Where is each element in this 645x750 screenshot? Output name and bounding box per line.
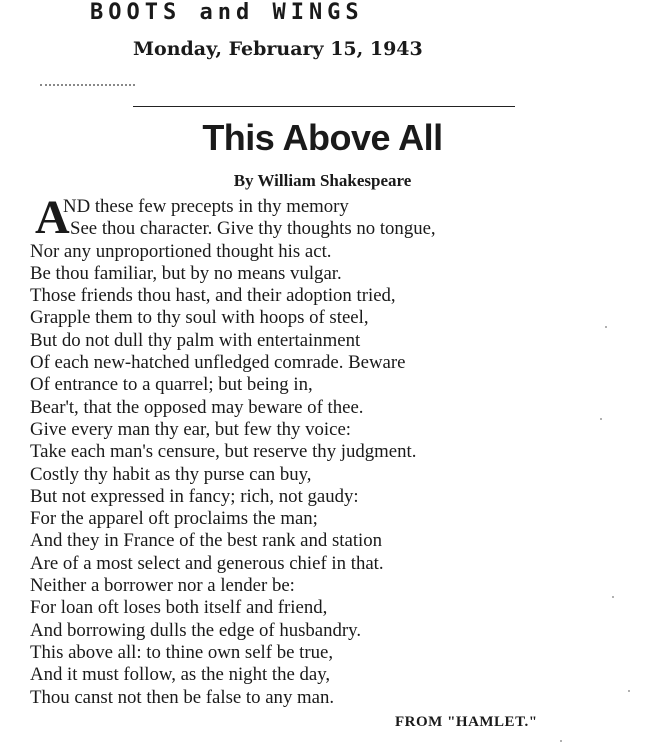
poem-line: See thou character. Give thy thoughts no tongue, [70,218,436,240]
poem-line: Give every man thy ear, but few thy voice: [30,418,352,440]
poem-line: But do not dull thy palm with entertainment [30,329,361,351]
poem-line: Neither a borrower nor a lender be: [30,575,295,597]
poem-line: Bear't, that the opposed may beware of thee. [30,396,364,418]
poem-line: Of entrance to a quarrel; but being in, [30,374,313,396]
poem-line: Costly thy habit as thy purse can buy, [30,463,312,485]
print-speck [612,596,614,598]
print-smudge [40,84,135,89]
poem-line: Those friends thou hast, and their adoption tried, [30,285,396,307]
poem-line: Be thou familiar, but by no means vulgar. [30,262,342,284]
print-speck [628,690,630,692]
poem-line: But not expressed in fancy; rich, not gaudy: [30,485,359,507]
poem-line: Are of a most select and generous chief in that. [30,552,384,574]
print-speck [560,740,562,742]
poem-line: For the apparel oft proclaims the man; [30,508,318,530]
print-speck [600,418,602,420]
poem-line: And they in France of the best rank and station [30,530,383,552]
newsletter-masthead: BOOTS and WINGS [90,0,364,25]
drop-cap: A [35,191,70,244]
poem-body [30,191,610,709]
print-speck [605,326,607,328]
poem-line: Of each new-hatched unfledged comrade. Beware [30,352,406,374]
poem-line: Nor any unproportioned thought his act. [30,240,332,262]
poem-line: Take each man's censure, but reserve thy judgment. [30,441,417,463]
poem-line: And it must follow, as the night the day, [30,664,331,686]
poem-line: And borrowing dulls the edge of husbandry. [30,619,362,641]
poem-byline: By William Shakespeare [233,171,412,190]
issue-date: Monday, February 15, 1943 [133,38,423,60]
header-divider [133,106,515,107]
poem-source-credit: FROM "HAMLET." [395,714,538,730]
poem-line: Grapple them to thy soul with hoops of steel, [30,307,369,329]
poem-line: ND these few precepts in thy memory [63,196,349,217]
poem-line: For loan oft loses both itself and friend, [30,597,328,619]
poem-line: Thou canst not then be false to any man. [30,686,335,708]
poem-title: This Above All [202,117,443,158]
poem-line: This above all: to thine own self be true, [30,641,334,663]
